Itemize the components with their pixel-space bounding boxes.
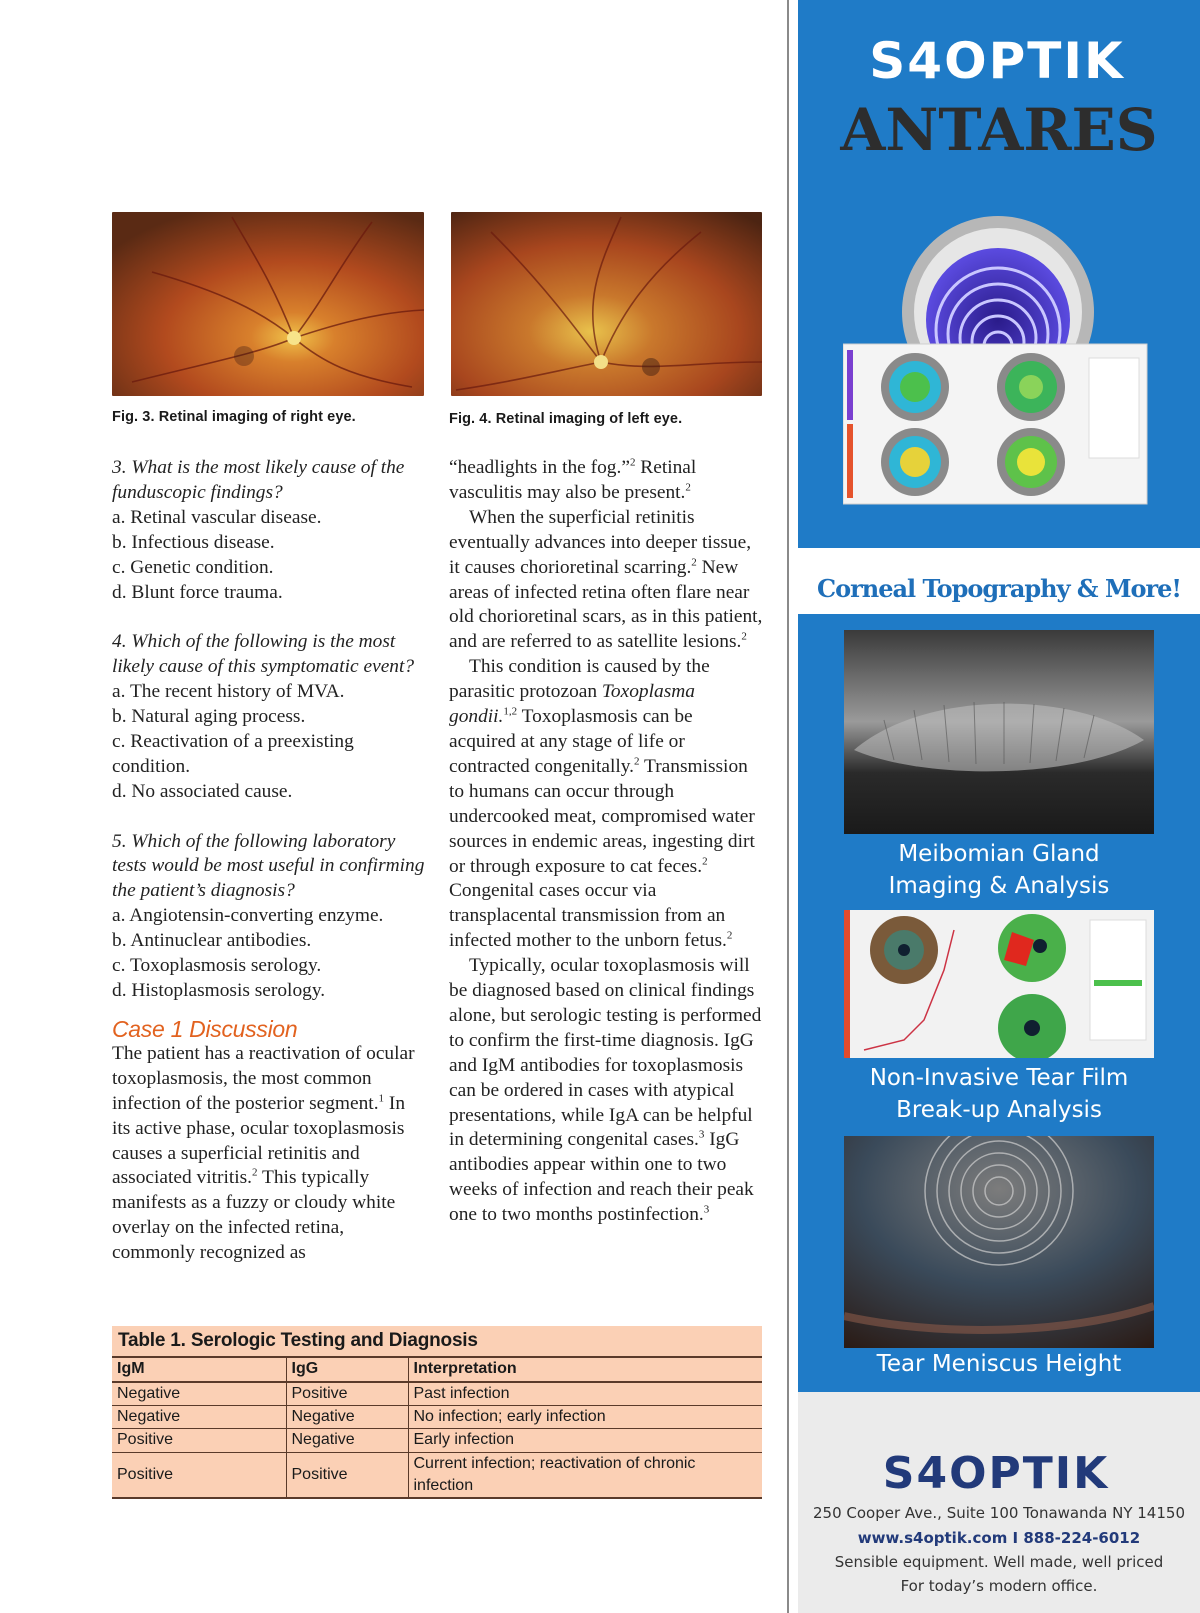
fig4-retinal-image-left-eye (451, 212, 762, 396)
table-title: Table 1. Serologic Testing and Diagnosis (112, 1326, 762, 1358)
feature-meibomian-gland: Meibomian Gland Imaging & Analysis (888, 841, 1110, 899)
discussion-heading: Case 1 Discussion (112, 1015, 298, 1042)
website-and-phone[interactable]: www.s4optik.com I 888-224-6012 (857, 1529, 1141, 1547)
fig4-caption: Fig. 4. Retinal imaging of left eye. (449, 411, 683, 427)
tear-film-breakup-image (844, 910, 1154, 1058)
table-cell: Current infection; reactivation of chronic infection (413, 1454, 696, 1494)
paragraph-2: When the superficial retinitis eventually advances into deeper tissue, it causes chorioretinal scarring.$^2$ New areas of infected retina often flare near old chorioretinal scars, as in this patient, and are referred to as satellite lesions.$^2$ (449, 506, 763, 653)
table-cell: Positive (286, 1382, 408, 1406)
q3-option-d: d. Blunt force trauma. (112, 581, 283, 603)
q5-option-b: b. Antinuclear antibodies. (112, 930, 312, 952)
meibomian-gland-image (844, 630, 1154, 834)
table-cell: Early infection (408, 1429, 762, 1453)
question-4: 4. Which of the following is the most likely cause of this symptomatic event? (112, 631, 415, 678)
question-3: 3. What is the most likely cause of the funduscopic findings? (112, 457, 405, 503)
paragraph-3: This condition is caused by the parasitic protozoan Toxoplasma gondii.$^{1,2}$ Toxoplasmosis can be acquired at any stage of life or contracted congenitally.$^2$ Transmission to humans can occur through undercooked meat, compromised water sources in endemic areas, ingesting dirt or through exposure to cat feces.$^2$ Congenital cases occur via transplacental transmission from an infected mother to the unborn fetus.$^2$ (449, 656, 755, 952)
fig3-caption: Fig. 3. Retinal imaging of right eye. (112, 409, 356, 425)
q5-option-c: c. Toxoplasmosis serology. (112, 955, 322, 977)
feature-tear-film-breakup: Non-Invasive Tear Film Break-up Analysis (869, 1065, 1129, 1123)
table-header-cell: Interpretation (408, 1358, 762, 1382)
table-row (112, 1452, 762, 1497)
table-cell: Negative (286, 1405, 408, 1429)
q4-option-b: b. Natural aging process. (112, 706, 306, 728)
q3-option-b: b. Infectious disease. (112, 531, 275, 553)
table-cell: Negative (112, 1382, 286, 1406)
table-header-row (112, 1358, 762, 1382)
q5-option-a: a. Angiotensin-converting enzyme. (112, 905, 384, 927)
table-cell: Negative (112, 1405, 286, 1429)
discussion-paragraph: The patient has a reactivation of ocular toxoplasmosis, the most common infection of the posterior segment.$^1$ In its active phase, ocular toxoplasmosis causes a superficial retinitis and associated vitritis.$^2$ This typically manifests as a fuzzy or cloudy white overlay on the infected retina, commonly recognized as (112, 1042, 415, 1264)
serologic-testing-table (112, 1326, 762, 1499)
left-text-column (112, 456, 427, 1266)
right-text-column (449, 456, 764, 1228)
q4-option-c: c. Reactivation of a preexisting condition. (112, 730, 354, 777)
table-row (112, 1405, 762, 1429)
paragraph-4: Typically, ocular toxoplasmosis will be diagnosed based on clinical findings alone, but serologic testing is performed to confirm the first-time diagnosis. IgG and IgM antibodies for toxoplasmosis can be ordered in cases with atypical presentations, while IgA can be helpful in determining congenital cases.$^3$ IgG antibodies appear within one to two weeks of infection and reach their peak one to two months postinfection.$^3$ (449, 955, 762, 1226)
q4-option-d: d. No associated cause. (112, 780, 293, 802)
fig3-retinal-image-right-eye (112, 212, 424, 396)
table-cell: Positive (112, 1429, 286, 1453)
s4optik-logo-bottom (846, 1446, 1146, 1496)
table-row (112, 1382, 762, 1406)
tear-meniscus-image (844, 1136, 1154, 1348)
svg-text:S4OPTIK: S4OPTIK (882, 1448, 1110, 1496)
table-cell: No infection; early infection (408, 1405, 762, 1429)
table-row (112, 1429, 762, 1453)
svg-text:S4OPTIK: S4OPTIK (869, 32, 1125, 88)
table-header-cell: IgG (286, 1358, 408, 1382)
q3-option-a: a. Retinal vascular disease. (112, 506, 322, 528)
question-5: 5. Which of the following laboratory tests would be most useful in confirming the patient’s diagnosis? (112, 830, 425, 902)
slogan-line-2: For today’s modern office. (900, 1577, 1098, 1595)
s4optik-logo (832, 30, 1162, 88)
s4optik-advertisement (798, 0, 1200, 1613)
paragraph-1: “headlights in the fog.”$^2$ Retinal vasculitis may also be present.$^2$ (449, 456, 697, 503)
table-cell: Positive (286, 1452, 408, 1497)
corneal-topography-device-image (843, 212, 1153, 512)
corneal-topography-tagline: Corneal Topography & More! (817, 574, 1181, 603)
table-cell: Positive (112, 1452, 286, 1497)
table-cell: Negative (286, 1429, 408, 1453)
q4-option-a: a. The recent history of MVA. (112, 681, 345, 703)
product-name-antares: ANTARES (840, 96, 1158, 164)
q3-option-c: c. Genetic condition. (112, 556, 274, 578)
q5-option-d: d. Histoplasmosis serology. (112, 980, 326, 1001)
table-header-cell: IgM (112, 1358, 286, 1382)
table-cell: Past infection (408, 1382, 762, 1406)
column-divider (787, 0, 789, 1613)
slogan-line-1: Sensible equipment. Well made, well priced (834, 1553, 1164, 1571)
company-address: 250 Cooper Ave., Suite 100 Tonawanda NY 14150 (813, 1504, 1185, 1522)
feature-tear-meniscus-height: Tear Meniscus Height (876, 1351, 1122, 1377)
